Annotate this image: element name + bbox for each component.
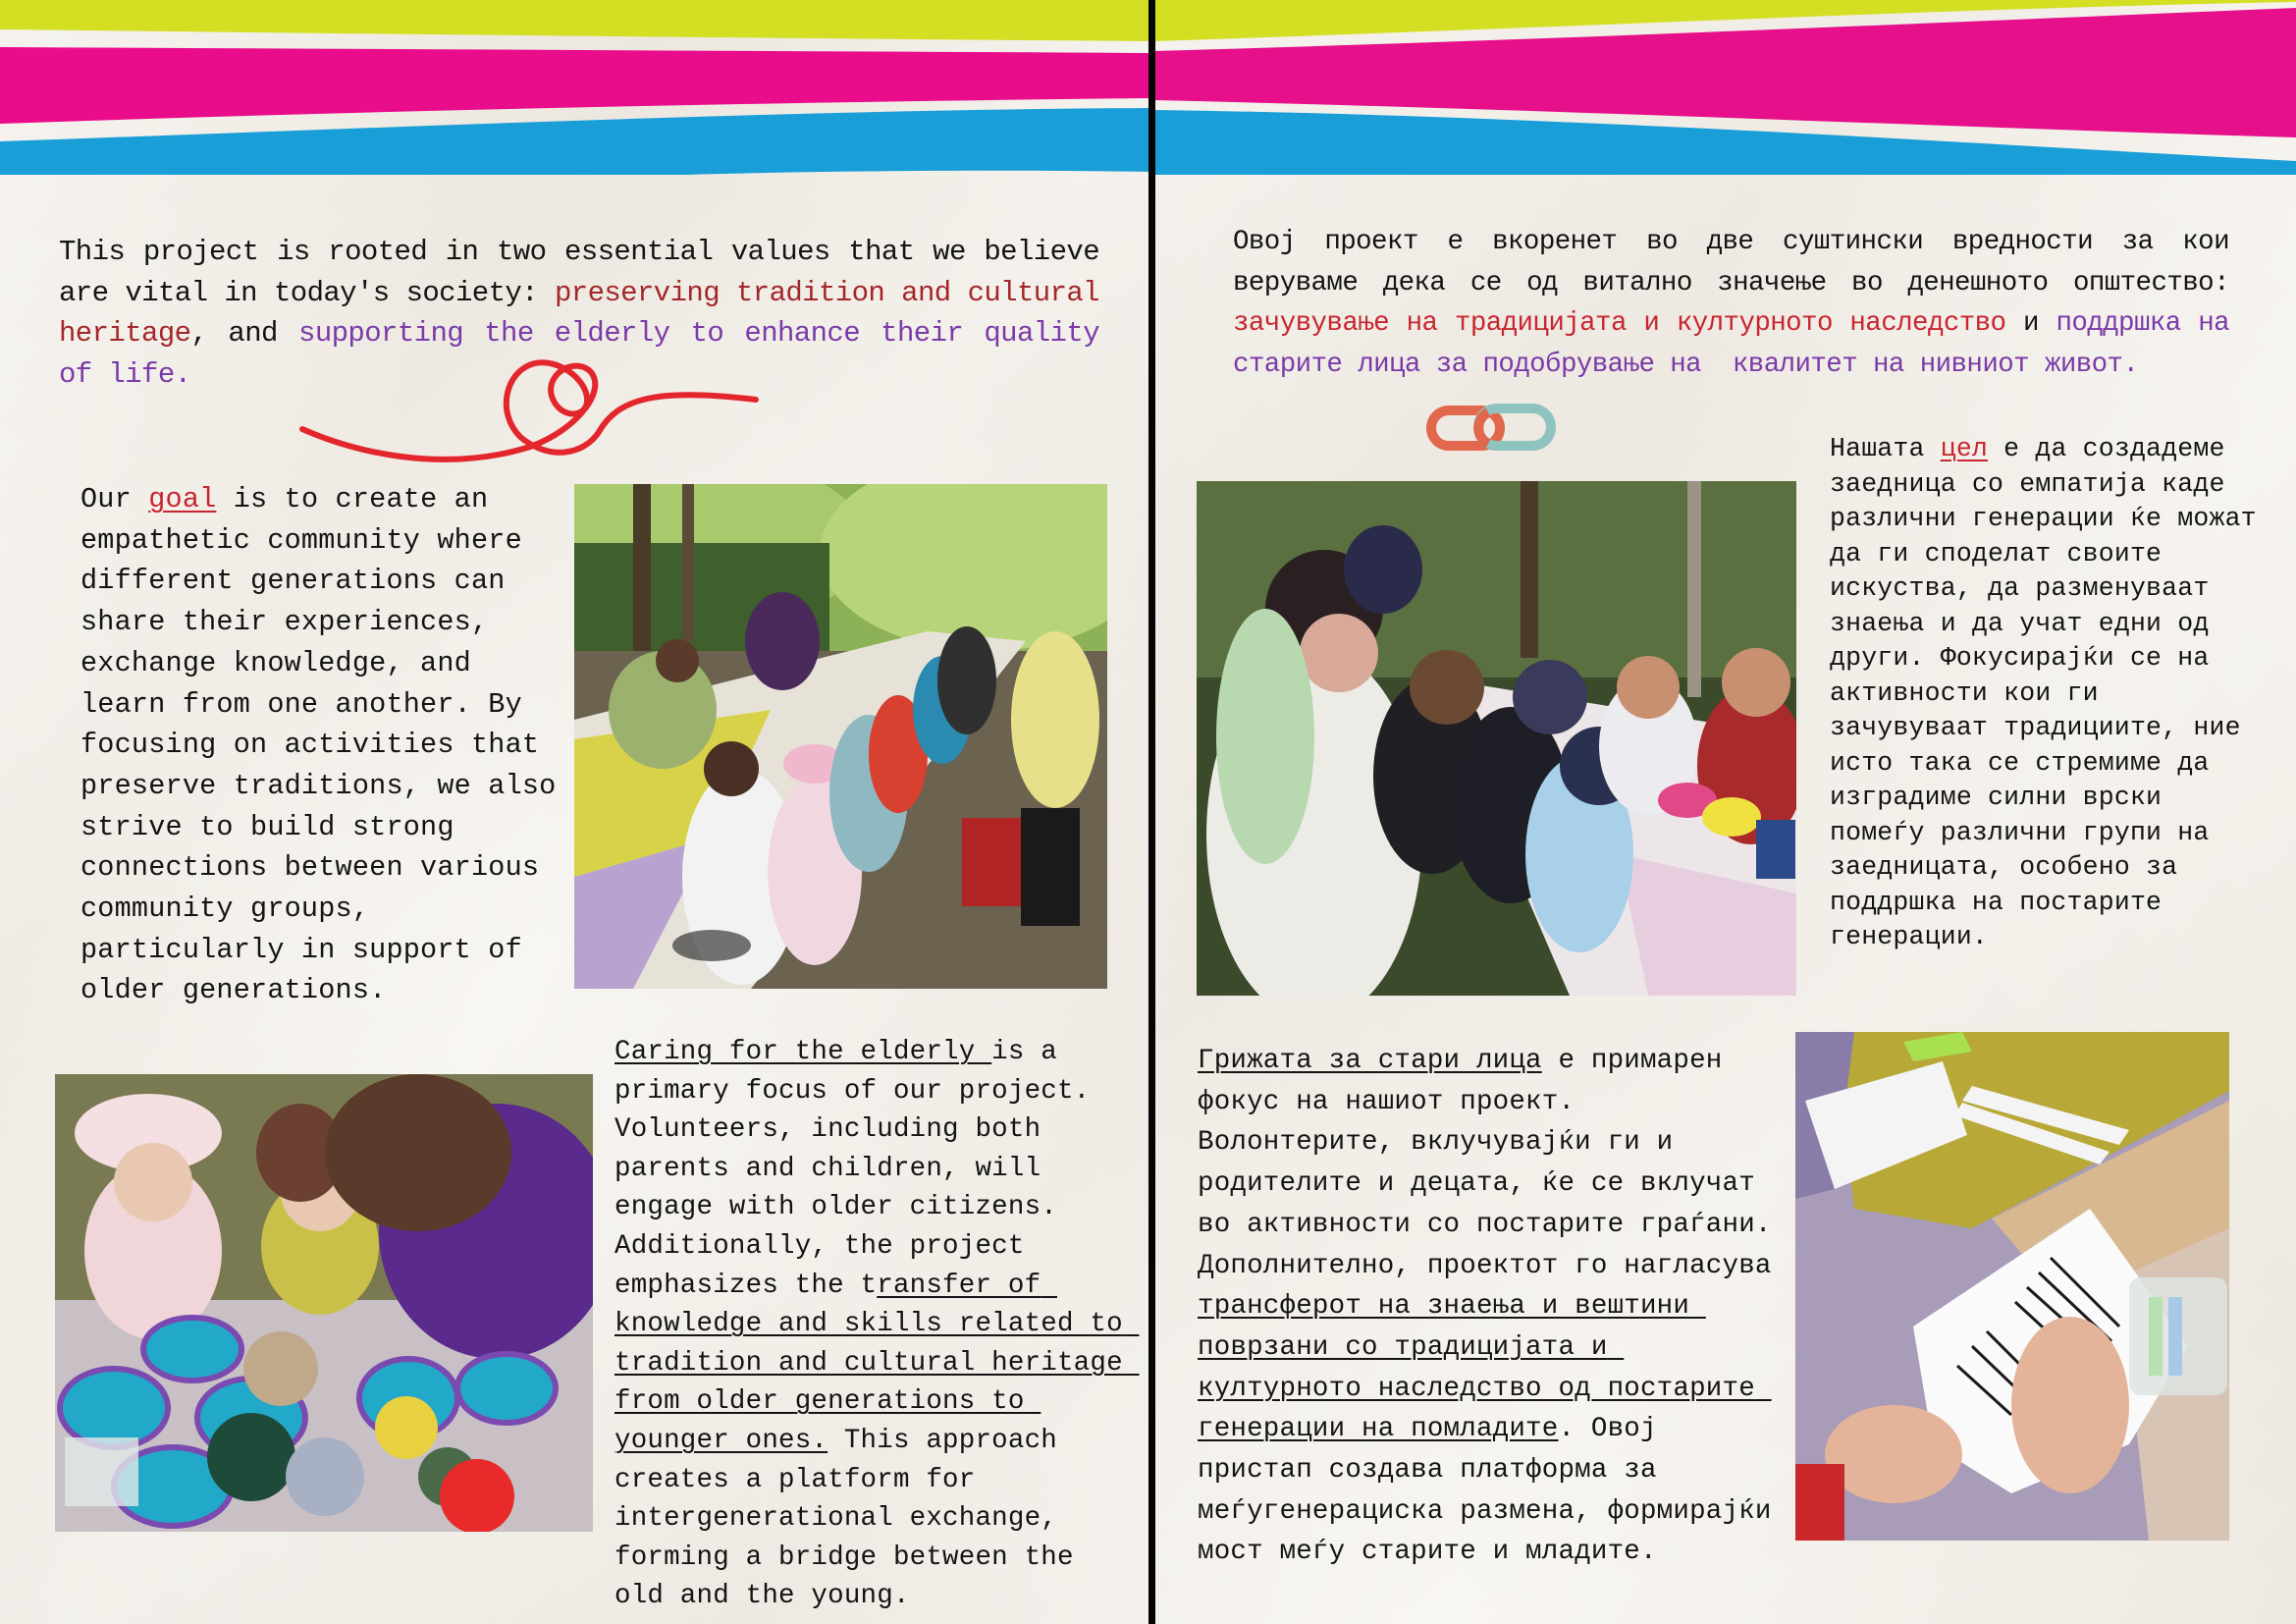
caring-heading-underlined: Грижата за стари лица <box>1198 1046 1542 1076</box>
caring-text: This approach creates a platform for intergenerational exchange, forming a bridge between the old and the young. <box>614 1425 1091 1612</box>
page-divider <box>1148 0 1155 1624</box>
goal-keyword: цел <box>1940 434 1989 463</box>
caring-paragraph-en <box>614 1033 1140 1616</box>
intro-text: This project is rooted in two essential values that we believe are vital in today's society: <box>59 236 1116 309</box>
chain-link-icon <box>1423 401 1561 456</box>
goal-text: Нашата <box>1830 434 1941 463</box>
caring-text: is a primary focus of our project. Volunteers, including both parents and children, will engage with older citizens. Additionally, the project emphasizes the t <box>614 1037 1107 1301</box>
value-tradition-highlight: preserving tradition and cultural heritage <box>59 276 1116 350</box>
caring-heading-underlined: Caring for the elderly <box>614 1037 992 1067</box>
value-elderly-highlight: supporting the elderly to enhance their quality of life. <box>59 317 1116 391</box>
intro-text: и <box>2005 308 2056 339</box>
photo-outdoor-crafts-table <box>574 484 1107 989</box>
goal-text: is to create an empathetic community where different generations can share their experiences, exchange knowledge, and learn from one another. By focusing on activities that preserve traditions, we also strive to build strong connections between various community groups, particularly in support of older generations. <box>80 483 573 1007</box>
goal-text: е да создадеме заедница со емпатија каде различни генерации ќе можат да ги споделат своите искуства, да разменуваат знаења и да учат едни од други. Фокусирајќи се на активности кои ги зачувуваат традициите, ние исто така се стремиме да изградиме силни врски помеѓу различни групи на заедницата, особено за поддршка на постарите генерации. <box>1830 434 2272 951</box>
intro-text: Овој проект е вкоренет во две суштински вредности за кои веруваме дека се од витално значење во денешното општество: <box>1233 227 2245 298</box>
caring-text: е примарен фокус на нашиот проект. Волонтерите, вклучувајќи ги и родителите и децата, ќе се вклучат во активности со постарите граѓани. Дополнително, проектот го нагласува <box>1198 1046 1789 1281</box>
photo-folk-song-lyrics <box>1795 1032 2229 1541</box>
value-elderly-highlight: поддршка на старите лица за подобрување на квалитет на нивниот живот. <box>1233 308 2245 380</box>
caring-paragraph-mk <box>1198 1041 1789 1573</box>
goal-keyword: goal <box>148 483 217 515</box>
intro-text: , and <box>190 317 299 350</box>
goal-paragraph-mk <box>1830 432 2272 955</box>
photo-board-games-table <box>1197 481 1796 996</box>
heart-line-icon <box>294 358 766 466</box>
caring-text: . Овој пристап создава платформа за меѓугенерациска размена, формирајќи мост меѓу старите и младите. <box>1198 1414 1789 1568</box>
intro-paragraph-mk <box>1233 222 2245 385</box>
value-tradition-highlight: зачувување на традицијата и културното наследство <box>1233 308 2006 339</box>
knowledge-transfer-underlined: ransfer of knowledge and skills related to tradition and cultural heritage from older generations to younger ones. <box>614 1270 1140 1456</box>
goal-text: Our <box>80 483 149 515</box>
knowledge-transfer-underlined: трансферот на знаења и вештини поврзани со традицијата и културното наследство од постарите генерации на помладите <box>1198 1291 1772 1445</box>
goal-paragraph-en <box>80 479 571 1011</box>
photo-crochet-lesson <box>55 1074 593 1532</box>
